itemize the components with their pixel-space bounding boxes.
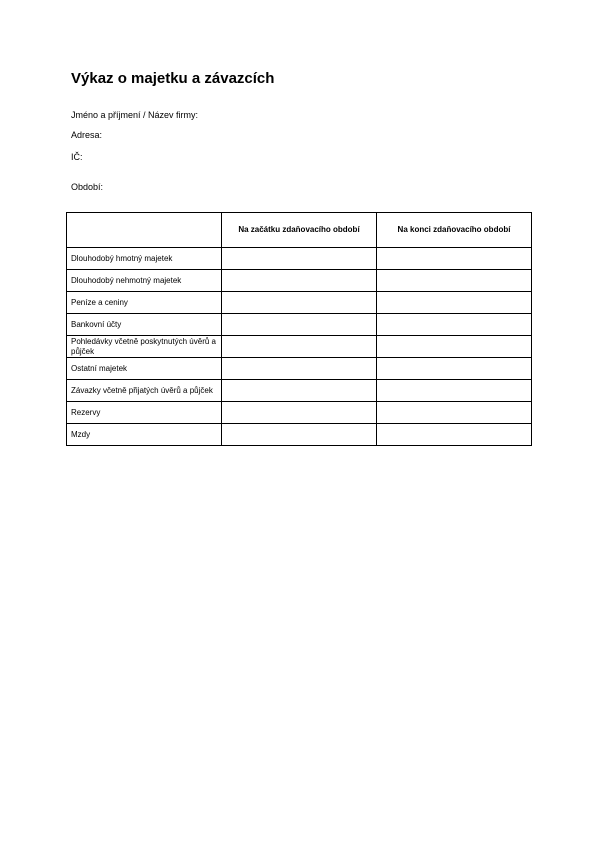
row-label: Dlouhodobý hmotný majetek — [67, 248, 222, 270]
start-value-cell[interactable] — [222, 248, 377, 270]
row-label: Rezervy — [67, 402, 222, 424]
end-value-cell[interactable] — [377, 292, 532, 314]
end-value-cell[interactable] — [377, 336, 532, 358]
end-value-cell[interactable] — [377, 314, 532, 336]
assets-liabilities-table — [66, 212, 532, 446]
table-row — [67, 424, 532, 446]
end-value-cell[interactable] — [377, 380, 532, 402]
end-value-cell[interactable] — [377, 248, 532, 270]
end-value-cell[interactable] — [377, 424, 532, 446]
row-label: Pohledávky včetně poskytnutých úvěrů a půjček — [67, 336, 222, 358]
period-field-label: Období: — [71, 182, 104, 192]
row-label: Ostatní majetek — [67, 358, 222, 380]
table-row — [67, 270, 532, 292]
document-title: Výkaz o majetku a závazcích — [71, 70, 275, 87]
name-field-label: Jméno a příjmení / Název firmy: — [71, 110, 199, 120]
row-label: Bankovní účty — [67, 314, 222, 336]
start-value-cell[interactable] — [222, 380, 377, 402]
table-row — [67, 336, 532, 358]
header-period-end: Na konci zdaňovacího období — [377, 213, 532, 248]
row-label: Dlouhodobý nehmotný majetek — [67, 270, 222, 292]
start-value-cell[interactable] — [222, 270, 377, 292]
table-row — [67, 248, 532, 270]
start-value-cell[interactable] — [222, 424, 377, 446]
row-label: Závazky včetně přijatých úvěrů a půjček — [67, 380, 222, 402]
start-value-cell[interactable] — [222, 358, 377, 380]
table-row — [67, 380, 532, 402]
table-row — [67, 314, 532, 336]
end-value-cell[interactable] — [377, 270, 532, 292]
address-field-label: Adresa: — [71, 130, 103, 140]
row-label: Peníze a ceniny — [67, 292, 222, 314]
header-blank-cell — [67, 213, 222, 248]
start-value-cell[interactable] — [222, 402, 377, 424]
start-value-cell[interactable] — [222, 292, 377, 314]
table-row — [67, 292, 532, 314]
header-period-start: Na začátku zdaňovacího období — [222, 213, 377, 248]
table-row — [67, 358, 532, 380]
ic-field-label: IČ: — [71, 152, 83, 162]
end-value-cell[interactable] — [377, 402, 532, 424]
start-value-cell[interactable] — [222, 314, 377, 336]
end-value-cell[interactable] — [377, 358, 532, 380]
row-label: Mzdy — [67, 424, 222, 446]
table-row — [67, 402, 532, 424]
table-header-row — [67, 213, 532, 248]
start-value-cell[interactable] — [222, 336, 377, 358]
